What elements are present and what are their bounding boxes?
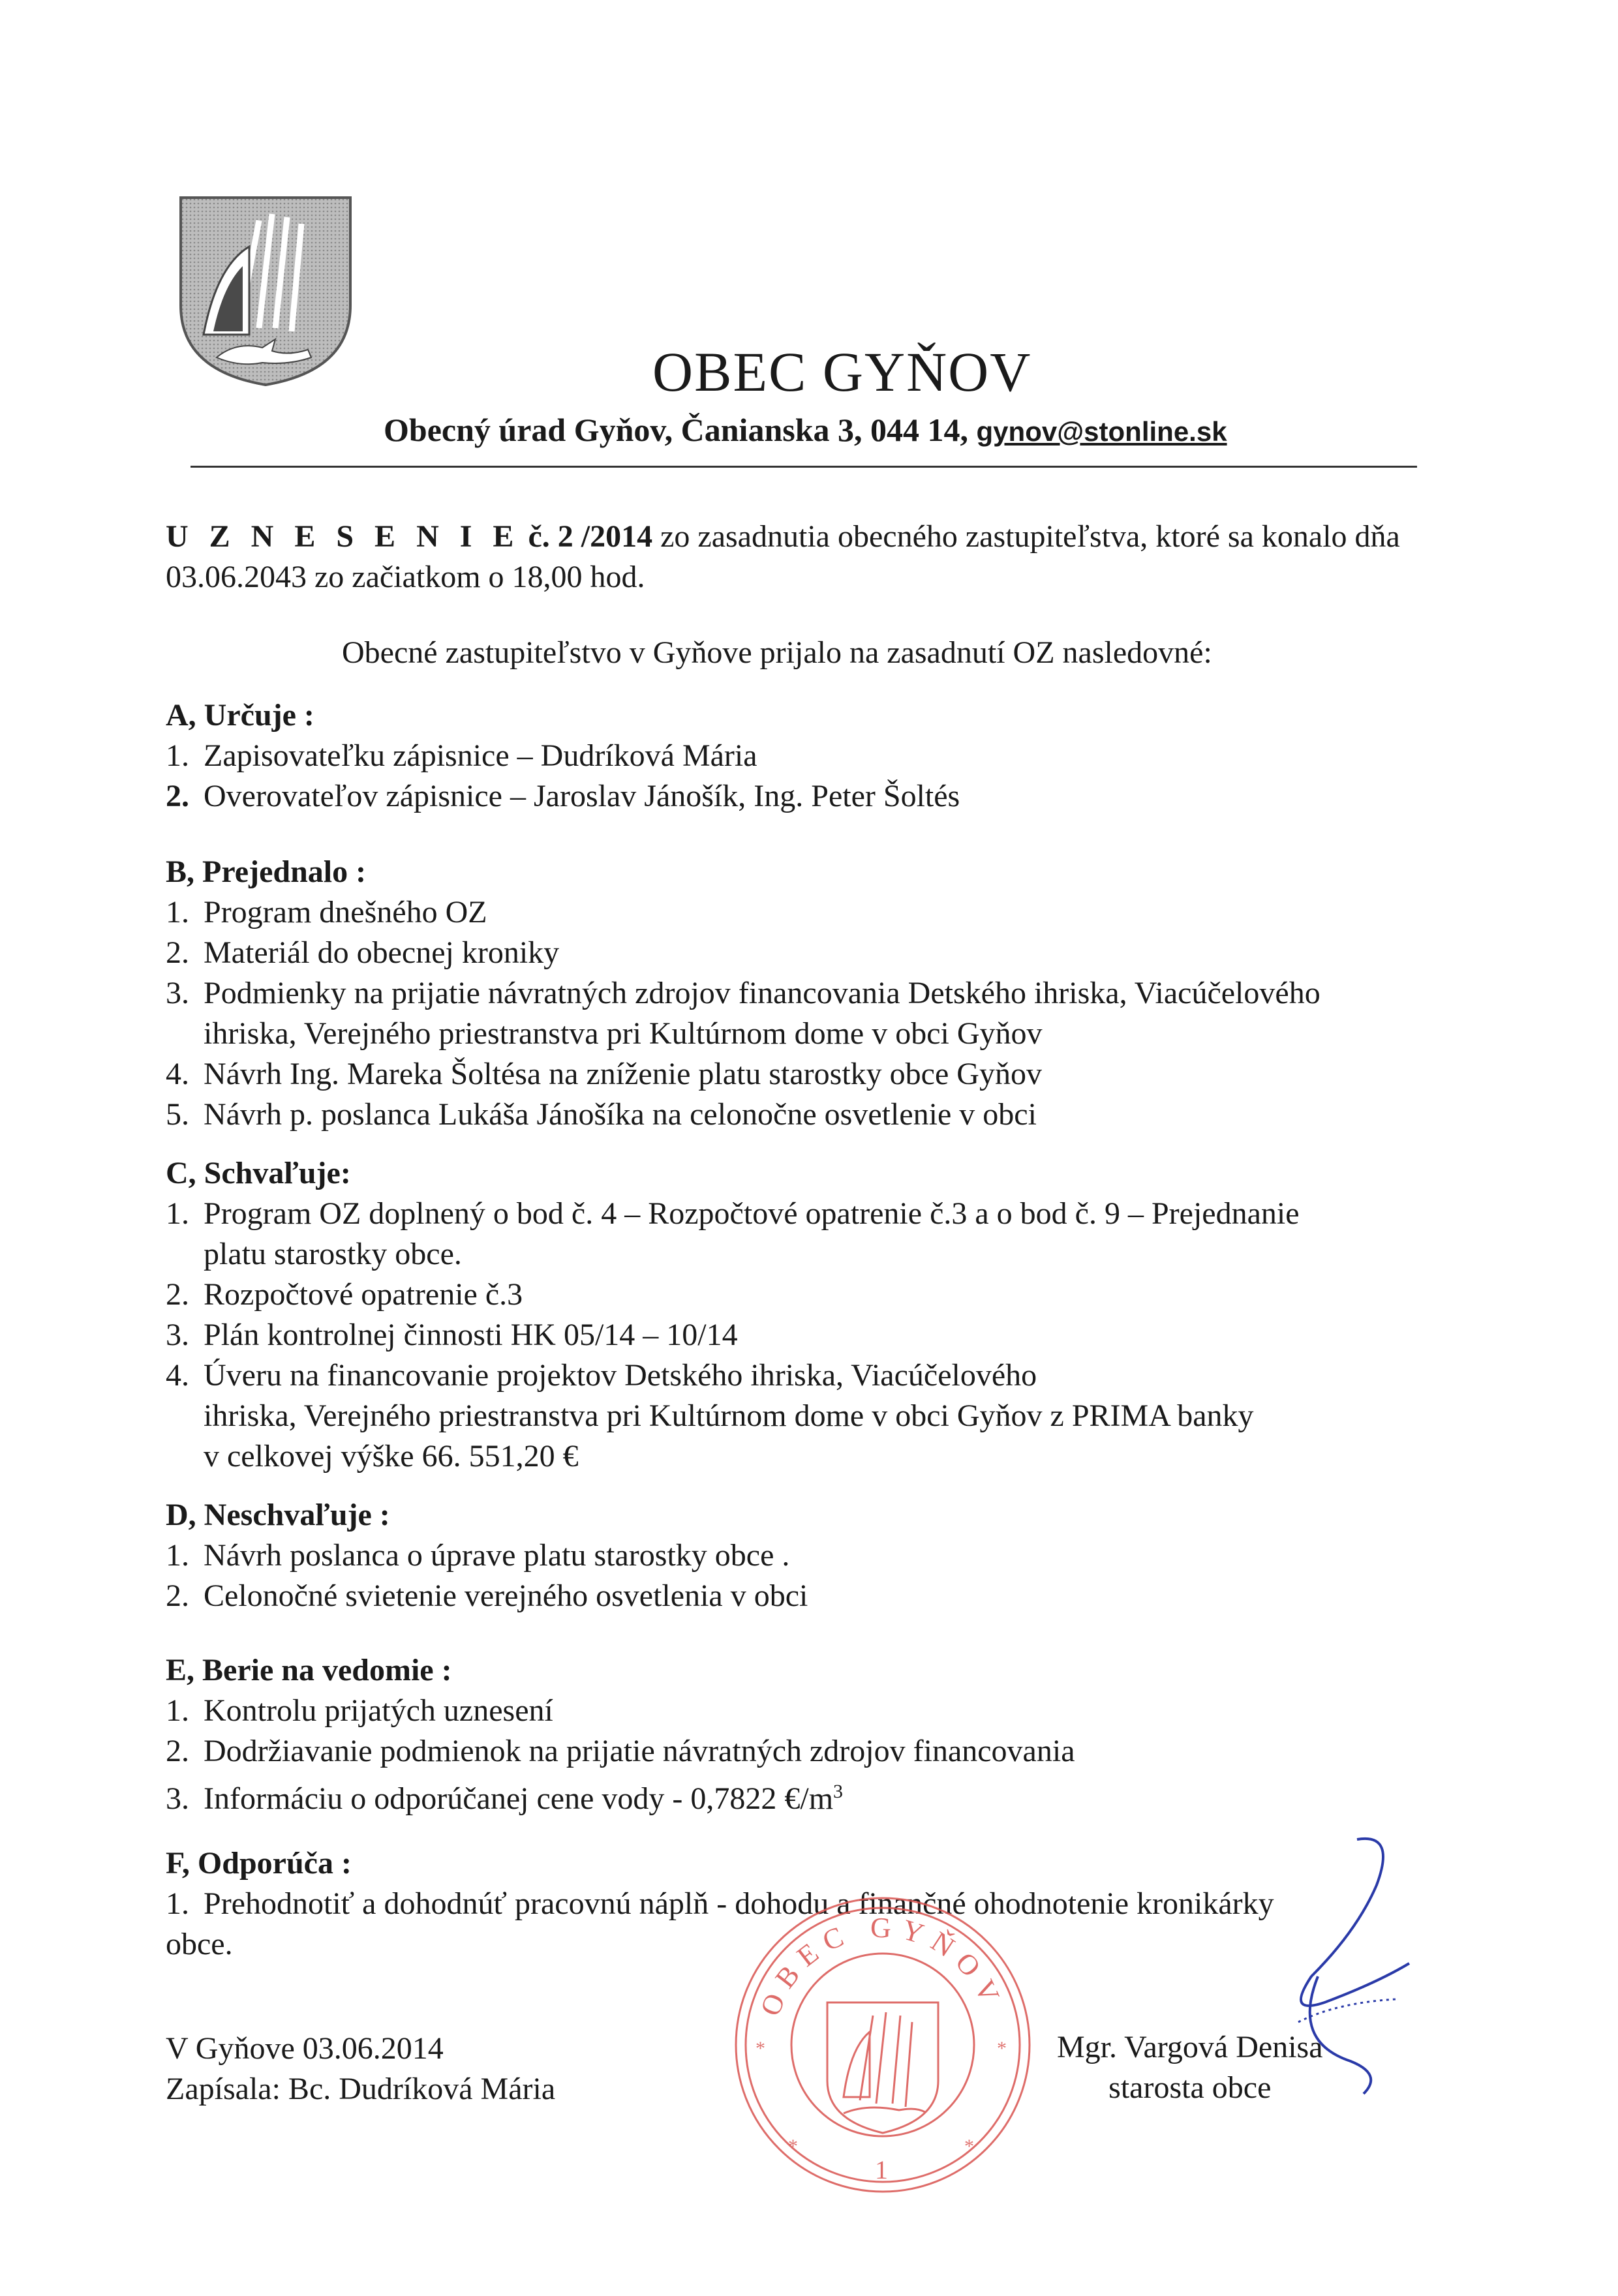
intro-text: Obecné zastupiteľstvo v Gyňove prijalo na zasadnutí OZ nasledovné:: [342, 635, 1212, 670]
item-text: Návrh Ing. Mareka Šoltésa na zníženie platu starostky obce Gyňov: [204, 1057, 1042, 1091]
section-heading: C, Schvaľuje:: [166, 1156, 351, 1190]
item-number: 1.: [166, 1886, 189, 1921]
coat-of-arms: [177, 194, 354, 393]
place-date: V Gyňove 03.06.2014: [166, 2031, 444, 2066]
section-a: [166, 695, 960, 817]
item-text: Materiál do obecnej kroniky: [204, 935, 560, 970]
item-number: 3.: [166, 1318, 189, 1352]
office-address: [384, 411, 1227, 449]
section-heading: B, Prejednalo :: [166, 854, 367, 889]
item-text: Podmienky na prijatie návratných zdrojov financovania Detského ihriska, Viacúčelového: [204, 976, 1320, 1010]
list-item: [166, 736, 960, 776]
recorded-by: Zapísala: Bc. Dudríková Mária: [166, 2072, 556, 2106]
item-continuation: obce.: [166, 1927, 233, 1961]
signer-title: starosta obce: [1108, 2070, 1272, 2105]
signer-name: Mgr. Vargová Denisa: [1057, 2030, 1323, 2064]
section-heading: D, Neschvaľuje :: [166, 1498, 390, 1532]
list-item: [166, 1054, 1320, 1095]
svg-text:*: *: [756, 2038, 765, 2059]
item-continuation: ihriska, Verejného priestranstva pri Kultúrnom dome v obci Gyňov: [204, 1016, 1043, 1051]
list-item: [166, 1095, 1320, 1135]
list-item: [166, 933, 1320, 973]
item-text: Rozpočtové opatrenie č.3: [204, 1277, 523, 1312]
list-item: [166, 1355, 1300, 1477]
section-d: [166, 1495, 808, 1616]
item-text: Informáciu o odporúčanej cene vody - 0,7822 €/m: [204, 1781, 834, 1816]
resolution-lead: [166, 517, 1400, 597]
item-number: 3.: [166, 1781, 189, 1816]
item-number: 4.: [166, 1057, 189, 1091]
item-text: Program dnešného OZ: [204, 895, 487, 929]
item-text: Program OZ doplnený o bod č. 4 – Rozpočtové opatrenie č.3 a o bod č. 9 – Prejednanie: [204, 1196, 1300, 1231]
svg-text:*: *: [788, 2136, 798, 2157]
list-item: [166, 1275, 1300, 1315]
list-item: [166, 973, 1320, 1054]
item-text: Kontrolu prijatých uznesení: [204, 1693, 553, 1728]
item-number: 2.: [166, 1277, 189, 1312]
item-number: 1.: [166, 1196, 189, 1231]
email-link[interactable]: gynov@stonline.sk: [976, 416, 1227, 447]
item-text: Overovateľov zápisnice – Jaroslav Jánošík, Ing. Peter Šoltés: [204, 779, 960, 813]
item-number: 4.: [166, 1358, 189, 1393]
list-item: [166, 1731, 1075, 1772]
item-number: 2.: [166, 1734, 189, 1768]
section-heading: E, Berie na vedomie :: [166, 1653, 452, 1687]
item-number: 2.: [166, 779, 189, 813]
resolution-label: U Z N E S E N I E: [166, 519, 521, 554]
section-b: [166, 852, 1320, 1135]
section-f: [166, 1843, 1274, 1965]
item-text: Návrh p. poslanca Lukáša Jánošíka na celonočne osvetlenie v obci: [204, 1097, 1037, 1132]
item-number: 1.: [166, 1693, 189, 1728]
list-item: [166, 1194, 1300, 1275]
item-number: 1.: [166, 738, 189, 773]
list-item: [166, 892, 1320, 933]
section-c: [166, 1153, 1300, 1477]
item-text: Prehodnotiť a dohodnúť pracovnú náplň - dohodu a finančné ohodnotenie kronikárky: [204, 1886, 1274, 1921]
list-item: [166, 776, 960, 817]
item-text: Úveru na financovanie projektov Detského ihriska, Viacúčelového: [204, 1358, 1037, 1393]
item-text: Zapisovateľku zápisnice – Dudríková Mária: [204, 738, 757, 773]
list-item: [166, 1315, 1300, 1355]
item-text: Celonočné svietenie verejného osvetlenia v obci: [204, 1578, 808, 1613]
resolution-text-line2: 03.06.2043 zo začiatkom o 18,00 hod.: [166, 560, 645, 594]
item-number: 2.: [166, 935, 189, 970]
item-number: 2.: [166, 1578, 189, 1613]
item-number: 1.: [166, 895, 189, 929]
stamp-number: 1: [875, 2155, 888, 2184]
item-continuation: v celkovej výške 66. 551,20 €: [204, 1439, 579, 1473]
section-e: [166, 1650, 1075, 1819]
item-number: 5.: [166, 1097, 189, 1132]
page-title: OBEC GYŇOV: [652, 340, 1032, 403]
item-text: Dodržiavanie podmienok na prijatie návratných zdrojov financovania: [204, 1734, 1075, 1768]
section-heading: F, Odporúča :: [166, 1846, 352, 1881]
item-continuation: ihriska, Verejného priestranstva pri Kultúrnom dome v obci Gyňov z PRIMA banky: [204, 1398, 1254, 1433]
official-stamp: [729, 1892, 1036, 2201]
footer-left: [166, 2029, 555, 2109]
resolution-text-line1: zo zasadnutia obecného zastupiteľstva, ktoré sa konalo dňa: [652, 519, 1400, 554]
list-item: [166, 1772, 1075, 1819]
svg-text:*: *: [997, 2038, 1007, 2059]
header-divider: [191, 466, 1417, 468]
address-text: Obecný úrad Gyňov, Čanianska 3, 044 14,: [384, 412, 969, 448]
stamp-text: OBEC GYŇOV: [754, 1911, 1010, 2021]
superscript: 3: [833, 1781, 844, 1802]
item-number: 1.: [166, 1538, 189, 1573]
item-continuation: platu starostky obce.: [204, 1237, 462, 1271]
item-number: 3.: [166, 976, 189, 1010]
list-item: [166, 1535, 808, 1576]
item-text: Návrh poslanca o úprave platu starostky obce .: [204, 1538, 790, 1573]
item-text: Plán kontrolnej činnosti HK 05/14 – 10/14: [204, 1318, 738, 1352]
svg-text:*: *: [964, 2136, 974, 2157]
list-item: [166, 1691, 1075, 1731]
section-heading: A, Určuje :: [166, 698, 314, 733]
resolution-number: č. 2 /2014: [528, 519, 653, 554]
list-item: [166, 1576, 808, 1616]
footer-right: [1057, 2027, 1323, 2108]
list-item: [166, 1884, 1274, 1965]
